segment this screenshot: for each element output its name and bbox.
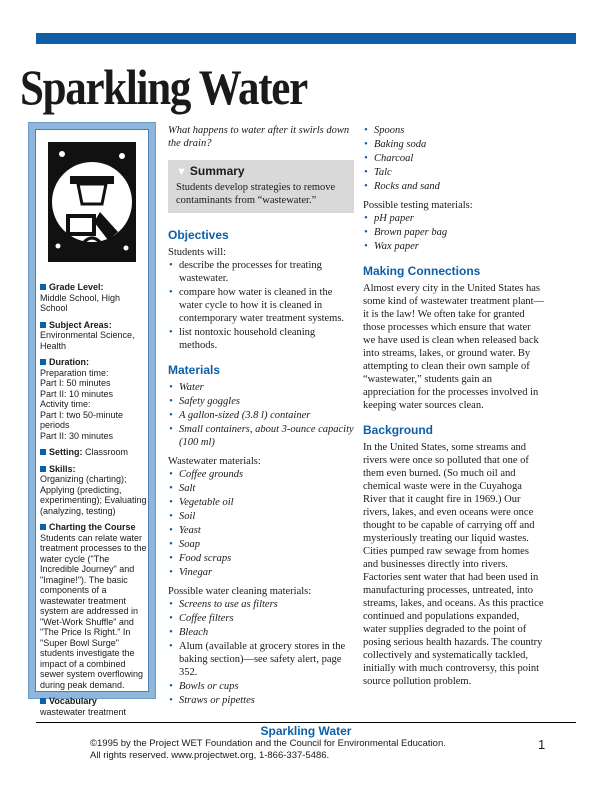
list-item: • Bowls or cups — [168, 680, 354, 693]
list-item: • Water — [168, 381, 354, 394]
list-item: • Small containers, about 3-ounce capacity (100 ml) — [168, 423, 354, 449]
fact-label: Grade Level: — [49, 282, 104, 292]
fact-skills — [40, 464, 148, 517]
cleaning-materials-list — [168, 598, 354, 707]
wastewater-materials-label: Wastewater materials: — [168, 456, 261, 467]
list-item: • A gallon-sized (3.8 l) container — [168, 409, 354, 422]
testing-materials-label: Possible testing materials: — [363, 200, 473, 211]
bullet-square-icon — [40, 524, 46, 530]
intro-question: What happens to water after it swirls down the drain? — [168, 125, 350, 149]
fact-text: wastewater treatment — [40, 706, 127, 717]
fact-label: Subject Areas: — [49, 319, 112, 330]
fact-label: Setting: — [49, 447, 83, 457]
list-item: • Straws or pipettes — [168, 694, 354, 707]
activity-illustration — [48, 142, 136, 262]
testing-materials-list — [363, 212, 545, 253]
triangle-down-icon: ▼ — [176, 166, 187, 178]
list-item: • Baking soda — [363, 138, 545, 151]
list-item: • Talc — [363, 166, 545, 179]
bullet-square-icon — [40, 322, 46, 328]
cleaning-materials-list-continued — [363, 124, 545, 193]
fact-label: Vocabulary — [49, 696, 97, 706]
fact-text: Students can relate water treatment processes to the water cycle ("The Incredible Journey" and "Imagine!"). The basic components of a wastewater treatment system are addressed in "Wet-Work Shuffle" and "The Price Is Right." In "Super Bowl Surge" students investigate the impact of a combined sewer system overflowing during peak demand. — [40, 532, 147, 690]
summary-heading-text: Summary — [189, 164, 245, 178]
list-item: • Spoons — [363, 124, 545, 137]
making-connections-heading: Making Connections — [363, 264, 481, 278]
list-item: • Screens to use as filters — [168, 598, 354, 611]
list-item: • Coffee grounds — [168, 468, 354, 481]
bullet-square-icon — [40, 698, 46, 704]
list-item: • Vegetable oil — [168, 496, 354, 509]
page-number: 1 — [538, 737, 546, 752]
fact-label: Duration: — [49, 357, 89, 367]
objectives-list — [168, 259, 354, 352]
list-item: • list nontoxic household cleaning methods. — [168, 326, 354, 352]
list-item: • Brown paper bag — [363, 226, 545, 239]
bullet-square-icon — [40, 284, 46, 290]
fact-vocabulary — [40, 696, 148, 717]
objectives-heading: Objectives — [168, 228, 229, 242]
list-item: • Alum (available at grocery stores in the baking section)—see safety alert, page 352. — [168, 640, 354, 679]
fact-subject-areas — [40, 320, 148, 352]
list-item: • Soap — [168, 538, 354, 551]
bullet-square-icon — [40, 449, 46, 455]
footer-copyright: ©1995 by the Project WET Foundation and the Council for Environmental Education. All rights reserved. www.projectwet.org, 1-866-337-5486. — [90, 738, 446, 761]
fact-list — [40, 282, 148, 723]
list-item: • Salt — [168, 482, 354, 495]
page-title: Sparkling Water — [20, 59, 307, 115]
sidebar — [28, 122, 156, 717]
list-item: • Yeast — [168, 524, 354, 537]
list-item: • Safety goggles — [168, 395, 354, 408]
background-text: In the United States, some streams and rivers were once so polluted that one of them even burned. (So much oil and chemical waste were in the Cuyahoga River that it caught fire in 1969.) Our rivers, lakes, and even oceans were once thought to be capable of carrying off and mysteriously treating our liquid wastes. Cities pumped raw sewage from homes and businesses directly into rivers. Factories sent water that had been used in manufacturing processes, untreated, into streams, lakes, and oceans. As this practice continued and populations expanded, water supplies degraded to the point of posing serious health hazards. The country collectively and systematically tackled, initially with much controversy, this point source pollution problem. — [363, 442, 544, 687]
list-item: • Bleach — [168, 626, 354, 639]
sidebar-panel — [35, 129, 149, 717]
fact-label: Skills: — [49, 463, 76, 474]
list-item: • Vinegar — [168, 566, 354, 579]
fact-text: Environmental Science, Health — [40, 330, 135, 351]
summary-heading — [176, 165, 346, 179]
making-connections-text: Almost every city in the United States has some kind of wastewater treatment plant—it is the law! We often take for granted those processes which ensure that water we have used is clean when released back into streams, lakes, or ground water. By attempting to clean their own sample of “wastewater,” students gain an appreciation for the processes involved in keeping water sources clean. — [363, 283, 545, 411]
list-item: • Coffee filters — [168, 612, 354, 625]
objectives-lead: Students will: — [168, 247, 227, 258]
footer-divider — [36, 722, 576, 723]
list-item: • Charcoal — [363, 152, 545, 165]
fact-text: Middle School, High School — [40, 292, 121, 313]
materials-heading: Materials — [168, 363, 221, 377]
fact-text: Classroom — [85, 447, 129, 457]
bullet-square-icon — [40, 466, 46, 472]
fact-text: Organizing (charting); Applying (predicting, experimenting); Evaluating (analyzing, testing) — [40, 474, 147, 516]
cleaning-materials-label: Possible water cleaning materials: — [168, 586, 312, 597]
materials-list — [168, 381, 354, 449]
fact-charting-the-course — [40, 522, 148, 690]
fact-setting — [40, 447, 148, 458]
middle-column — [168, 124, 354, 708]
list-item: • pH paper — [363, 212, 545, 225]
summary-box — [168, 160, 354, 213]
list-item: • Rocks and sand — [363, 180, 545, 193]
list-item: • Wax paper — [363, 240, 545, 253]
right-column — [363, 124, 545, 688]
bullet-square-icon — [40, 359, 46, 365]
summary-text: Students develop strategies to remove contaminants from “wastewater.” — [176, 182, 336, 206]
fact-grade-level — [40, 282, 148, 314]
fact-duration — [40, 357, 148, 441]
wastewater-materials-list — [168, 468, 354, 579]
fact-text: Preparation time: Part I: 50 minutes Part II: 10 minutes Activity time: Part I: two 50-minute periods Part II: 30 minutes — [40, 367, 124, 441]
list-item: • Soil — [168, 510, 354, 523]
list-item: • Food scraps — [168, 552, 354, 565]
footer-title: Sparkling Water — [260, 724, 352, 738]
list-item: • compare how water is cleaned in the water cycle to how it is cleaned in contemporary water treatment systems. — [168, 286, 354, 325]
fact-label: Charting the Course — [49, 522, 136, 532]
list-item: • describe the processes for treating wastewater. — [168, 259, 354, 285]
header-bar — [36, 33, 576, 44]
background-heading: Background — [363, 423, 434, 437]
